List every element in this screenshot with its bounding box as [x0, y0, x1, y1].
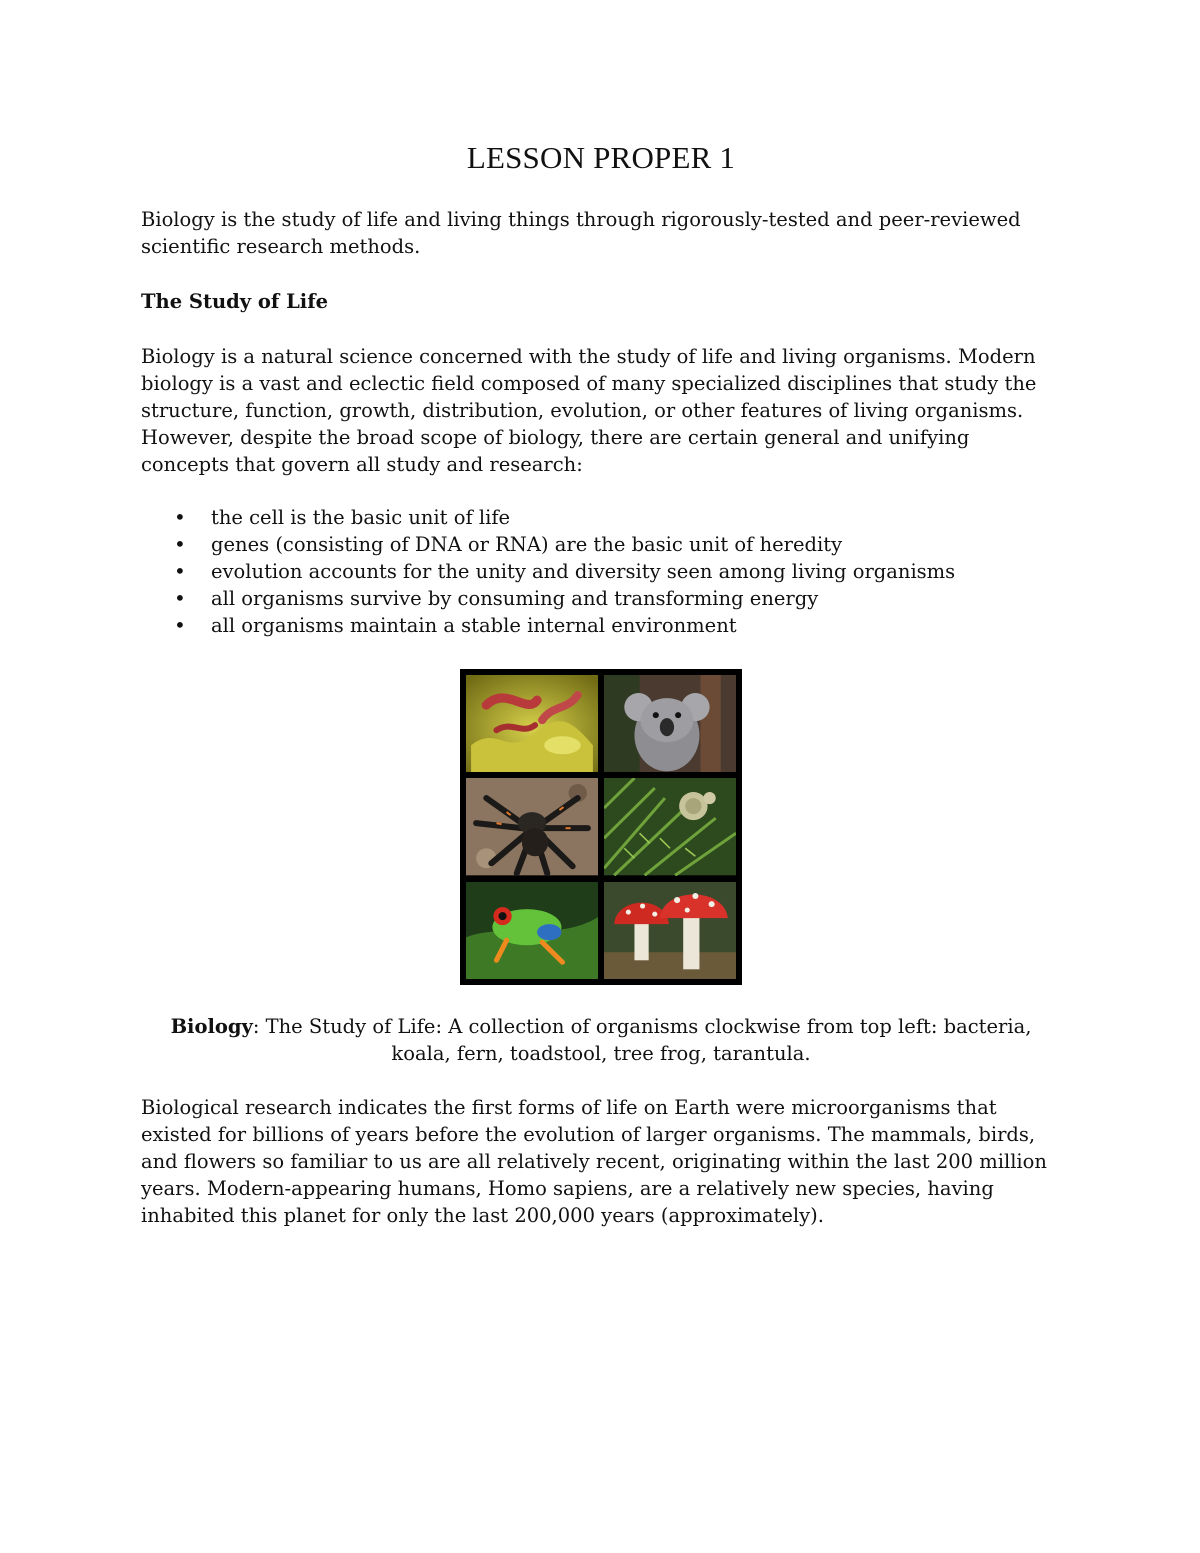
bacteria-image: [466, 675, 598, 772]
fern-image: [604, 778, 736, 875]
intro-paragraph: Biology is the study of life and living things through rigorously-tested and peer-reviewed scientific research methods.: [141, 208, 1021, 258]
body-paragraph-2: Biological research indicates the first forms of life on Earth were microorganisms that existed for billions of years before the evolution of larger organisms. The mammals, birds, and flowers so familiar to us are all relatively recent, originating within the last 200 million years. Modern-appearing humans, Homo sapiens, are a relatively new species, having inhabited this planet for only the last 200,000 years (approximately).: [141, 1096, 1047, 1227]
section-heading: The Study of Life: [141, 290, 329, 313]
body-paragraph-1: Biology is a natural science concerned with the study of life and living organisms. Modern biology is a vast and eclectic field composed of many specialized disciplines that study the structure, function, growth, distribution, evolution, or other features of living organisms. However, despite the broad scope of biology, there are certain general and unifying concepts that govern all study and research:: [141, 345, 1037, 476]
caption-bold-label: Biology: [170, 1015, 253, 1038]
page-title: LESSON PROPER 1: [466, 140, 736, 175]
organism-collage: [460, 669, 742, 985]
caption-text: : The Study of Life: A collection of organisms clockwise from top left: bacteria, koala, fern, toadstool, tree frog, tarantula.: [252, 1015, 1032, 1065]
list-item: • all organisms survive by consuming and transforming energy: [211, 585, 1061, 612]
koala-image: [604, 675, 736, 772]
document-page: [141, 140, 1061, 1255]
list-item: • the cell is the basic unit of life: [211, 504, 1061, 531]
figure-caption: [141, 1013, 1061, 1067]
list-item: • all organisms maintain a stable internal environment: [211, 612, 1061, 639]
list-item: • genes (consisting of DNA or RNA) are the basic unit of heredity: [211, 531, 1061, 558]
toadstool-image: [604, 882, 736, 979]
tree-frog-image: [466, 882, 598, 979]
list-item: • evolution accounts for the unity and diversity seen among living organisms: [211, 558, 1061, 585]
concepts-list: [141, 504, 1061, 639]
tarantula-image: [466, 778, 598, 875]
